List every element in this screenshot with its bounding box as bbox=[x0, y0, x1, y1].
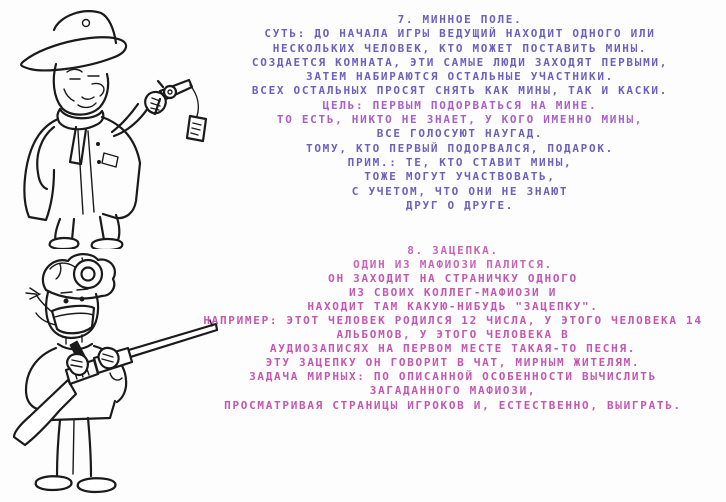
rules-line: НЕСКОЛЬКИХ ЧЕЛОВЕК, КТО МОЖЕТ ПОСТАВИТЬ МИНЫ. bbox=[272, 41, 648, 55]
rules-line: ОДИН ИЗ МАФИОЗИ ПАЛИТСЯ. bbox=[353, 258, 553, 272]
rules-line: ОН ЗАХОДИТ НА СТРАНИЧКУ ОДНОГО bbox=[328, 272, 578, 286]
rules-line: НАПРИМЕР: ЭТОТ ЧЕЛОВЕК РОДИЛСЯ 12 ЧИСЛА, У ЭТОГО ЧЕЛОВЕКА 14 bbox=[203, 314, 703, 328]
rules-line: ТОЖЕ МОГУТ УЧАСТВОВАТЬ, bbox=[364, 170, 556, 184]
rules-line: СОЗДАЕТСЯ КОМНАТА, ЭТИ САМЫЕ ЛЮДИ ЗАХОДЯТ ПЕРВЫМИ, bbox=[251, 55, 669, 69]
rules-line: ЗАТЕМ НАБИРАЮТСЯ ОСТАЛЬНЫЕ УЧАСТНИКИ. bbox=[306, 70, 614, 84]
rules-line: ЦЕЛЬ: ПЕРВЫМ ПОДОРВАТЬСЯ НА МИНЕ. bbox=[322, 98, 598, 112]
rules-line: ПРИМ.: ТЕ, КТО СТАВИТ МИНЫ, bbox=[347, 155, 573, 169]
rules-line: ЭТУ ЗАЦЕПКУ ОН ГОВОРИТ В ЧАТ, МИРНЫМ ЖИТЕЛЯМ. bbox=[265, 356, 641, 370]
rules-line: ВСЕ ГОЛОСУЮТ НАУГАД. bbox=[376, 127, 544, 141]
mafioso-with-revolver-icon bbox=[8, 4, 213, 249]
rules-line: ЗАГАДАННОГО МАФИОЗИ, bbox=[369, 384, 537, 398]
rules-line: ПРОСМАТРИВАЯ СТРАНИЦЫ ИГРОКОВ И, ЕСТЕСТВЕННО, ВЫИГРАТЬ. bbox=[224, 398, 682, 412]
game-8-rules-text bbox=[180, 244, 726, 413]
rules-line: НАХОДИТ ТАМ КАКУЮ-НИБУДЬ "ЗАЦЕПКУ". bbox=[307, 300, 599, 314]
rules-line: ДРУГ О ДРУГЕ. bbox=[405, 198, 515, 212]
rules-line: С УЧЕТОМ, ЧТО ОНИ НЕ ЗНАЮТ bbox=[351, 184, 569, 198]
rules-line: АЛЬБОМОВ, У ЭТОГО ЧЕЛОВЕКА В bbox=[336, 328, 570, 342]
rules-line: ТОМУ, КТО ПЕРВЫЙ ПОДОРВАЛСЯ, ПОДАРОК. bbox=[306, 141, 614, 155]
rules-line: ИЗ СВОИХ КОЛЛЕГ-МАФИОЗИ И bbox=[348, 286, 558, 300]
rules-line: ЗАДАЧА МИРНЫХ: ПО ОПИСАННОЙ ОСОБЕННОСТИ ВЫЧИСЛИТЬ bbox=[249, 370, 657, 384]
game-7-rules-text bbox=[195, 13, 725, 213]
rules-line: АУДИОЗАПИСЯХ НА ПЕРВОМ МЕСТЕ ТАКАЯ-ТО ПЕСНЯ. bbox=[269, 342, 637, 356]
rules-line: ТО ЕСТЬ, НИКТО НЕ ЗНАЕТ, У КОГО ИМЕННО МИНЫ, bbox=[276, 113, 644, 127]
rules-line: СУТЬ: ДО НАЧАЛА ИГРЫ ВЕДУЩИЙ НАХОДИТ ОДНОГО ИЛИ bbox=[264, 27, 656, 41]
rules-line: ВСЕХ ОСТАЛЬНЫХ ПРОСЯТ СНЯТЬ КАК МИНЫ, ТАК И КАСКИ. bbox=[251, 84, 669, 98]
rules-line: 8. ЗАЦЕПКА. bbox=[407, 244, 499, 257]
rules-line: 7. МИННОЕ ПОЛЕ. bbox=[397, 13, 523, 26]
